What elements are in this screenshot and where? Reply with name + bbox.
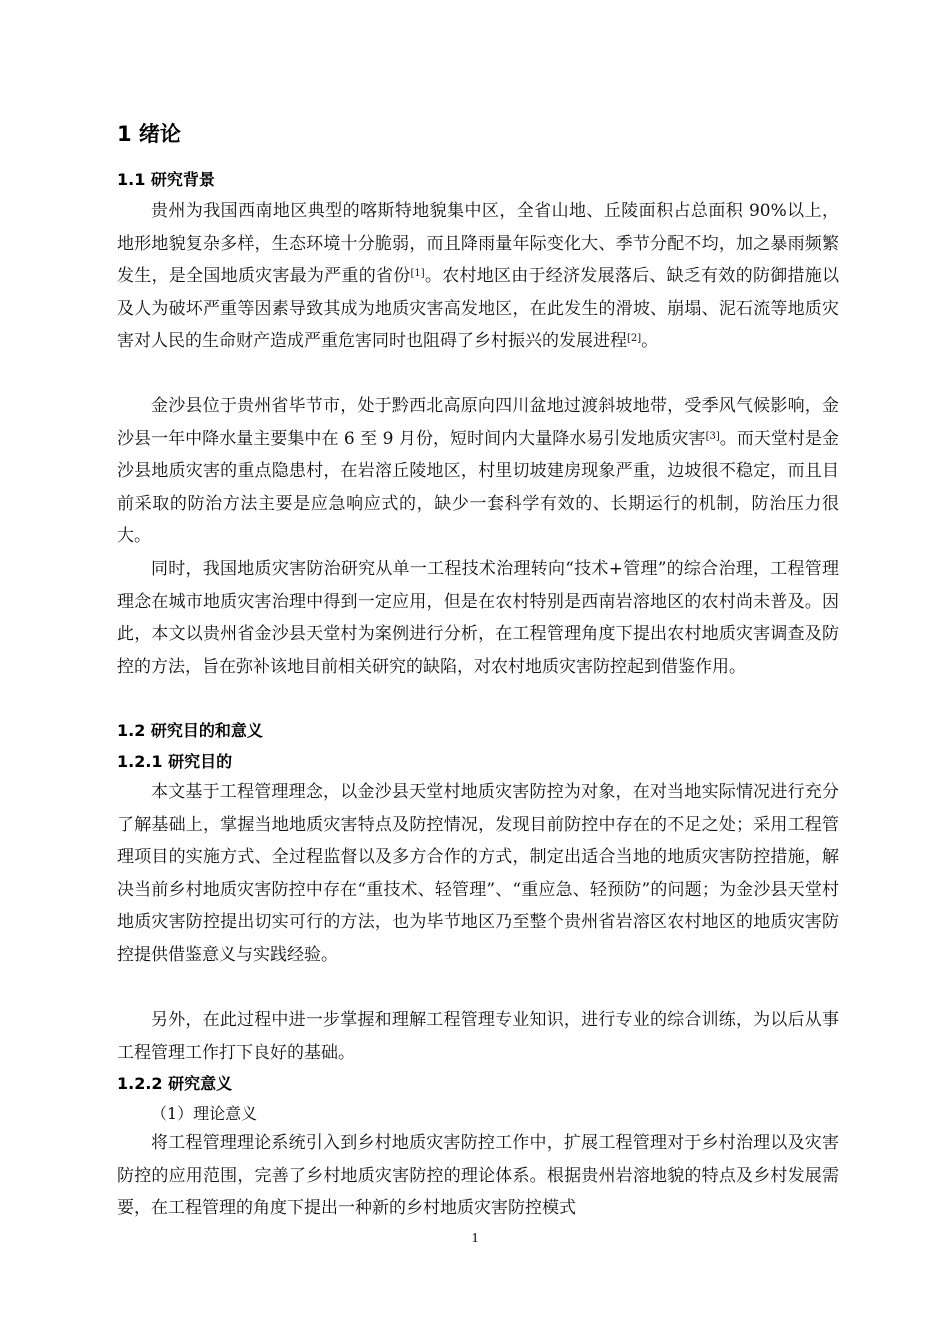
citation-ref: [1] <box>410 268 425 280</box>
paragraph-background-2 <box>117 390 839 553</box>
paragraph-text: 贵州为我国西南地区典型的喀斯特地貌集中区，全省山地、丘陵面积占总面积 90%以上，地形地貌复杂多样，生态环境十分脆弱，而且降雨量年际变化大、季节分配不均，加之暴雨频繁发生，是全国地质灾害最为严重的省份 <box>117 201 839 287</box>
citation-ref: [2] <box>627 333 642 345</box>
paragraph-text: 。农村地区由于经济发展落后、缺乏有效的防御措施以及人为破坏严重等因素导致其成为地质灾害高发地区，在此发生的滑坡、崩塌、泥石流等地质灾害对人民的生命财产造成严重危害同时也阻碍了乡村振兴的发展进程 <box>117 266 840 352</box>
section-heading-1-1: 1.1 研究背景 <box>117 170 215 189</box>
paragraph-text: 。 <box>641 331 659 352</box>
section-heading-1-2: 1.2 研究目的和意义 <box>117 721 263 740</box>
citation-ref: [3] <box>705 430 720 442</box>
sub-item-theory: （1）理论意义 <box>151 1104 258 1123</box>
paragraph-significance-1: 将工程管理理论系统引入到乡村地质灾害防控工作中，扩展工程管理对于乡村治理以及灾害防控的应用范围，完善了乡村地质灾害防控的理论体系。根据贵州岩溶地貌的特点及乡村发展需要，在工程管理的角度下提出一种新的乡村地质灾害防控模式 <box>117 1133 839 1219</box>
paragraph-purpose-2: 另外，在此过程中进一步掌握和理解工程管理专业知识，进行专业的综合训练，为以后从事工程管理工作打下良好的基础。 <box>117 1010 839 1063</box>
page-number: 1 <box>471 1231 479 1246</box>
paragraph-background-1 <box>117 195 839 358</box>
subsection-heading-1-2-1: 1.2.1 研究目的 <box>117 752 233 771</box>
chapter-heading: 1 绪论 <box>117 122 181 146</box>
paragraph-background-3: 同时，我国地质灾害防治研究从单一工程技术治理转向“技术+管理”的综合治理，工程管理理念在城市地质灾害治理中得到一定应用，但是在农村特别是西南岩溶地区的农村尚未普及。因此，本文以贵州省金沙县天堂村为案例进行分析，在工程管理角度下提出农村地质灾害调查及防控的方法，旨在弥补该地目前相关研究的缺陷，对农村地质灾害防控起到借鉴作用。 <box>117 559 839 677</box>
subsection-heading-1-2-2: 1.2.2 研究意义 <box>117 1074 233 1093</box>
paragraph-text: 。而天堂村是金沙县地质灾害的重点隐患村，在岩溶丘陵地区，村里切坡建房现象严重，边坡很不稳定，而且目前采取的防治方法主要是应急响应式的，缺少一套科学有效的、长期运行的机制，防治压力很大。 <box>117 428 840 547</box>
paragraph-purpose-1: 本文基于工程管理理念，以金沙县天堂村地质灾害防控为对象，在对当地实际情况进行充分了解基础上，掌握当地地质灾害特点及防控情况，发现目前防控中存在的不足之处；采用工程管理项目的实施方式、全过程监督以及多方合作的方式，制定出适合当地的地质灾害防控措施，解决当前乡村地质灾害防控中存在“重技术、轻管理”、“重应急、轻预防”的问题；为金沙县天堂村地质灾害防控提出切实可行的方法，也为毕节地区乃至整个贵州省岩溶区农村地区的地质灾害防控提供借鉴意义与实践经验。 <box>117 782 839 965</box>
paragraph-text: 金沙县位于贵州省毕节市，处于黔西北高原向四川盆地过渡斜坡地带，受季风气候影响，金沙县一年中降水量主要集中在 6 至 9 月份，短时间内大量降水易引发地质灾害 <box>117 396 839 449</box>
